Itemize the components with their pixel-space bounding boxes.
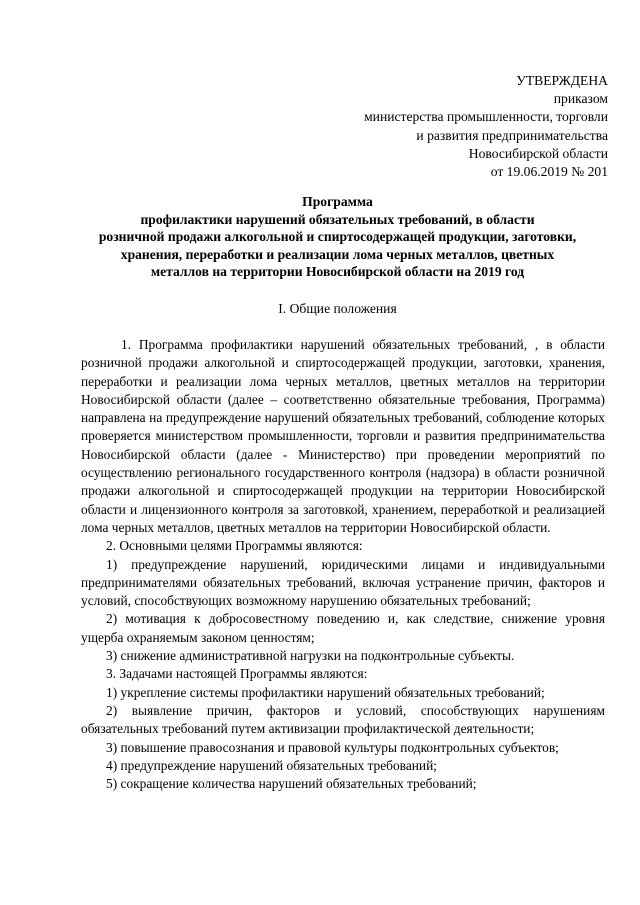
paragraph: 2) выявление причин, факторов и условий, способствующих нарушениям обязательных требований путем активизации профилактической деятельности; — [81, 702, 605, 737]
approval-date-number: от 19.06.2019 № 201 — [490, 164, 608, 180]
document-body — [81, 336, 605, 793]
approval-region: Новосибирской области — [468, 145, 608, 161]
approval-stamp — [364, 72, 608, 181]
approval-ministry-cont: и развития предпринимательства — [416, 127, 608, 143]
paragraph: 1) укрепление системы профилактики нарушений обязательных требований; — [106, 684, 545, 700]
paragraph: 1. Программа профилактики нарушений обязательных требований, , в области розничной продажи алкогольной и спиртосодержащей продукции, заготовки, хранения, переработки и реализации лома черных металлов, цветных металлов на территории Новосибирской области (далее – соответственно обязательные требования, Программа) направлена на предупреждение нарушений обязательных требований, соблюдение которых проверяется министерством промышленности, торговли и развития предпринимательства Новосибирской области (далее - Министерство) при проведении мероприятий по осуществлению регионального государственного контроля (надзора) в области розничной продажи алкогольной и спиртосодержащей продукции на территории Новосибирской области и лицензионного контроля за заготовкой, хранением, переработкой и реализацией лома черных металлов, цветных металлов на территории Новосибирской области. — [81, 337, 605, 535]
title-line: Программа — [302, 194, 373, 209]
paragraph: 4) предупреждение нарушений обязательных требований; — [106, 757, 437, 773]
paragraph: 3) снижение административной нагрузки на подконтрольные субъекты. — [106, 648, 515, 664]
document-title — [70, 193, 605, 281]
title-line: профилактики нарушений обязательных требований, в области — [140, 211, 535, 227]
title-line: хранения, переработки и реализации лома черных металлов, цветных — [120, 246, 555, 262]
title-line: металлов на территории Новосибирской области на 2019 год — [150, 264, 525, 279]
approval-title: УТВЕРЖДЕНА — [516, 73, 608, 88]
paragraph: 3) повышение правосознания и правовой культуры подконтрольных субъектов; — [106, 739, 559, 755]
approval-ministry: министерства промышленности, торговли — [364, 109, 608, 125]
paragraph: 5) сокращение количества нарушений обязательных требований; — [106, 776, 477, 792]
paragraph: 2) мотивация к добросовестному поведению и, как следствие, снижение уровня ущерба охраняемым законом ценностям; — [81, 611, 605, 645]
title-line: розничной продажи алкогольной и спиртосодержащей продукции, заготовки, — [98, 229, 577, 244]
paragraph: 3. Задачами настоящей Программы являются: — [106, 666, 368, 682]
approval-order: приказом — [553, 91, 608, 107]
paragraph: 1) предупреждение нарушений, юридическими лицами и индивидуальными предпринимателями обязательных требований, включая устранение причин, факторов и условий, способствующих возможному нарушению обязательных требований; — [81, 556, 605, 609]
paragraph: 2. Основными целями Программы являются: — [106, 538, 363, 554]
section-heading: I. Общие положения — [278, 301, 397, 316]
